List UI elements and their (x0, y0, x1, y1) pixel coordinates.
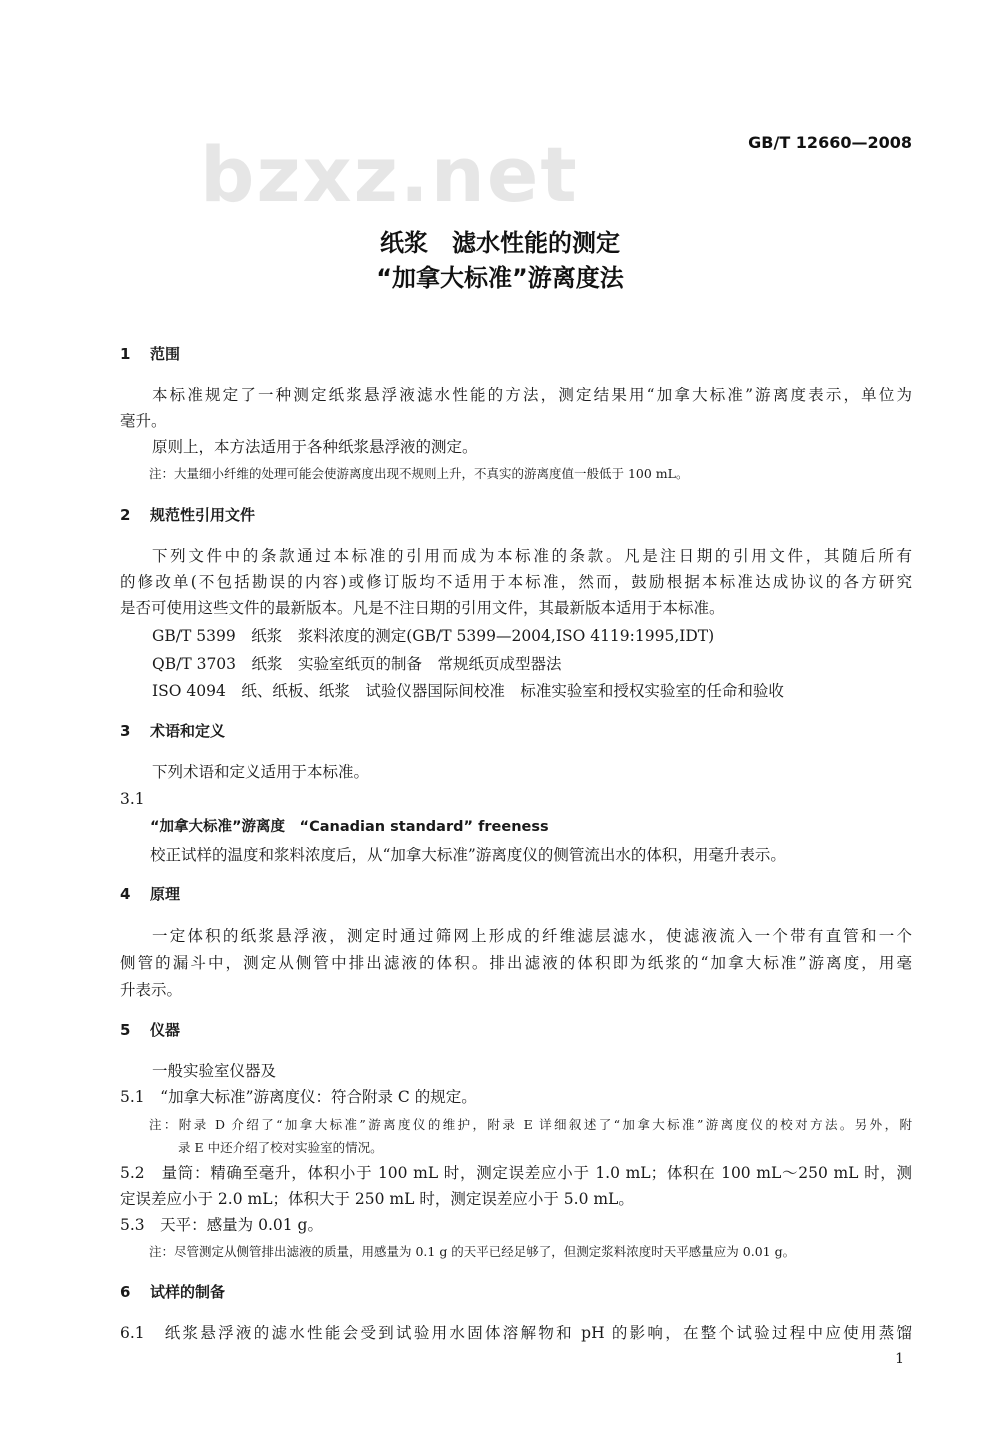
term-canadian-standard-freeness: “加拿大标准”游离度 “Canadian standard” freeness (150, 819, 549, 835)
section-title: 术语和定义 (150, 722, 226, 740)
section-4-heading (120, 884, 180, 904)
title-line-2: “加拿大标准”游离度法 (376, 264, 624, 292)
section-5-paragraph: 一般实验室仪器及 (152, 1062, 277, 1080)
section-title: 仪器 (150, 1021, 181, 1039)
subsection-5-3: 5.3 天平：感量为 0.01 g。 (120, 1216, 323, 1234)
section-2-paragraph-line-2: 的修改单(不包括勘误的内容)或修订版均不适用于本标准，然而，鼓励根据本标准达成协议的各方研究 (120, 573, 912, 591)
subsection-5-2-line-2: 定误差应小于 2.0 mL；体积大于 250 mL 时，测定误差应小于 5.0 mL。 (120, 1190, 634, 1208)
section-1-paragraph-line-1: 本标准规定了一种测定纸浆悬浮液滤水性能的方法，测定结果用“加拿大标准”游离度表示，单位为 (152, 386, 912, 404)
section-1-paragraph-2: 原则上，本方法适用于各种纸浆悬浮液的测定。 (152, 438, 478, 456)
subsection-5-2-line-1: 5.2 量筒：精确至毫升，体积小于 100 mL 时，测定误差应小于 1.0 mL；体积在 100 mL～250 mL 时，测 (120, 1164, 912, 1182)
section-number: 1 (120, 345, 131, 363)
section-title: 范围 (150, 345, 181, 363)
section-title: 规范性引用文件 (150, 506, 256, 524)
standard-number: GB/T 12660—2008 (748, 133, 912, 152)
section-number: 6 (120, 1283, 131, 1301)
section-number: 2 (120, 506, 131, 524)
title-line-1: 纸浆 滤水性能的测定 (380, 229, 620, 257)
subsection-6-1: 6.1 纸浆悬浮液的滤水性能会受到试验用水固体溶解物和 pH 的影响，在整个试验过程中应使用蒸馏 (120, 1324, 912, 1342)
page-number: 1 (895, 1351, 904, 1367)
section-number: 3 (120, 722, 131, 740)
section-1-note: 注：大量细小纤维的处理可能会使游离度出现不规则上升，不真实的游离度值一般低于 100 mL。 (149, 466, 689, 481)
normative-reference-3: ISO 4094 纸、纸板、纸浆 试验仪器国际间校准 标准实验室和授权实验室的任命和验收 (152, 682, 784, 700)
normative-reference-2: QB/T 3703 纸浆 实验室纸页的制备 常规纸页成型器法 (152, 655, 562, 673)
section-number: 4 (120, 885, 131, 903)
section-2-paragraph-line-3: 是否可使用这些文件的最新版本。凡是不注日期的引用文件，其最新版本适用于本标准。 (120, 599, 725, 617)
normative-reference-1: GB/T 5399 纸浆 浆料浓度的测定(GB/T 5399—2004,ISO 4119:1995,IDT) (152, 627, 715, 645)
section-3-paragraph: 下列术语和定义适用于本标准。 (152, 763, 370, 781)
subsection-5-3-note: 注：尽管测定从侧管排出滤液的质量，用感量为 0.1 g 的天平已经足够了，但测定浆料浓度时天平感量应为 0.01 g。 (149, 1244, 796, 1259)
watermark: bzxz.net (200, 130, 579, 219)
subsection-3-1-number: 3.1 (120, 790, 145, 808)
subsection-5-1-note-line-2: 录 E 中还介绍了校对实验室的情况。 (178, 1140, 383, 1155)
section-5-heading (120, 1020, 180, 1040)
section-1-paragraph-line-2: 毫升。 (120, 412, 167, 430)
section-title: 原理 (150, 885, 181, 903)
subsection-5-1-note-line-1: 注：附录 D 介绍了“加拿大标准”游离度仪的维护，附录 E 详细叙述了“加拿大标准”游离度仪的校对方法。另外，附 (149, 1117, 912, 1132)
section-title: 试样的制备 (150, 1283, 226, 1301)
section-3-heading (120, 721, 225, 741)
section-1-heading (120, 344, 180, 364)
section-2-paragraph-line-1: 下列文件中的条款通过本标准的引用而成为本标准的条款。凡是注日期的引用文件，其随后所有 (152, 547, 912, 565)
section-4-paragraph-line-3: 升表示。 (120, 981, 183, 999)
section-4-paragraph-line-1: 一定体积的纸浆悬浮液，测定时通过筛网上形成的纤维滤层滤水，使滤液流入一个带有直管和一个 (152, 927, 912, 945)
subsection-5-1: 5.1 “加拿大标准”游离度仪：符合附录 C 的规定。 (120, 1088, 477, 1106)
section-4-paragraph-line-2: 侧管的漏斗中，测定从侧管中排出滤液的体积。排出滤液的体积即为纸浆的“加拿大标准”游离度，用毫 (120, 954, 912, 972)
section-number: 5 (120, 1021, 131, 1039)
section-6-heading (120, 1282, 225, 1302)
section-2-heading (120, 505, 255, 525)
term-definition: 校正试样的温度和浆料浓度后，从“加拿大标准”游离度仪的侧管流出水的体积，用毫升表示。 (150, 846, 786, 864)
